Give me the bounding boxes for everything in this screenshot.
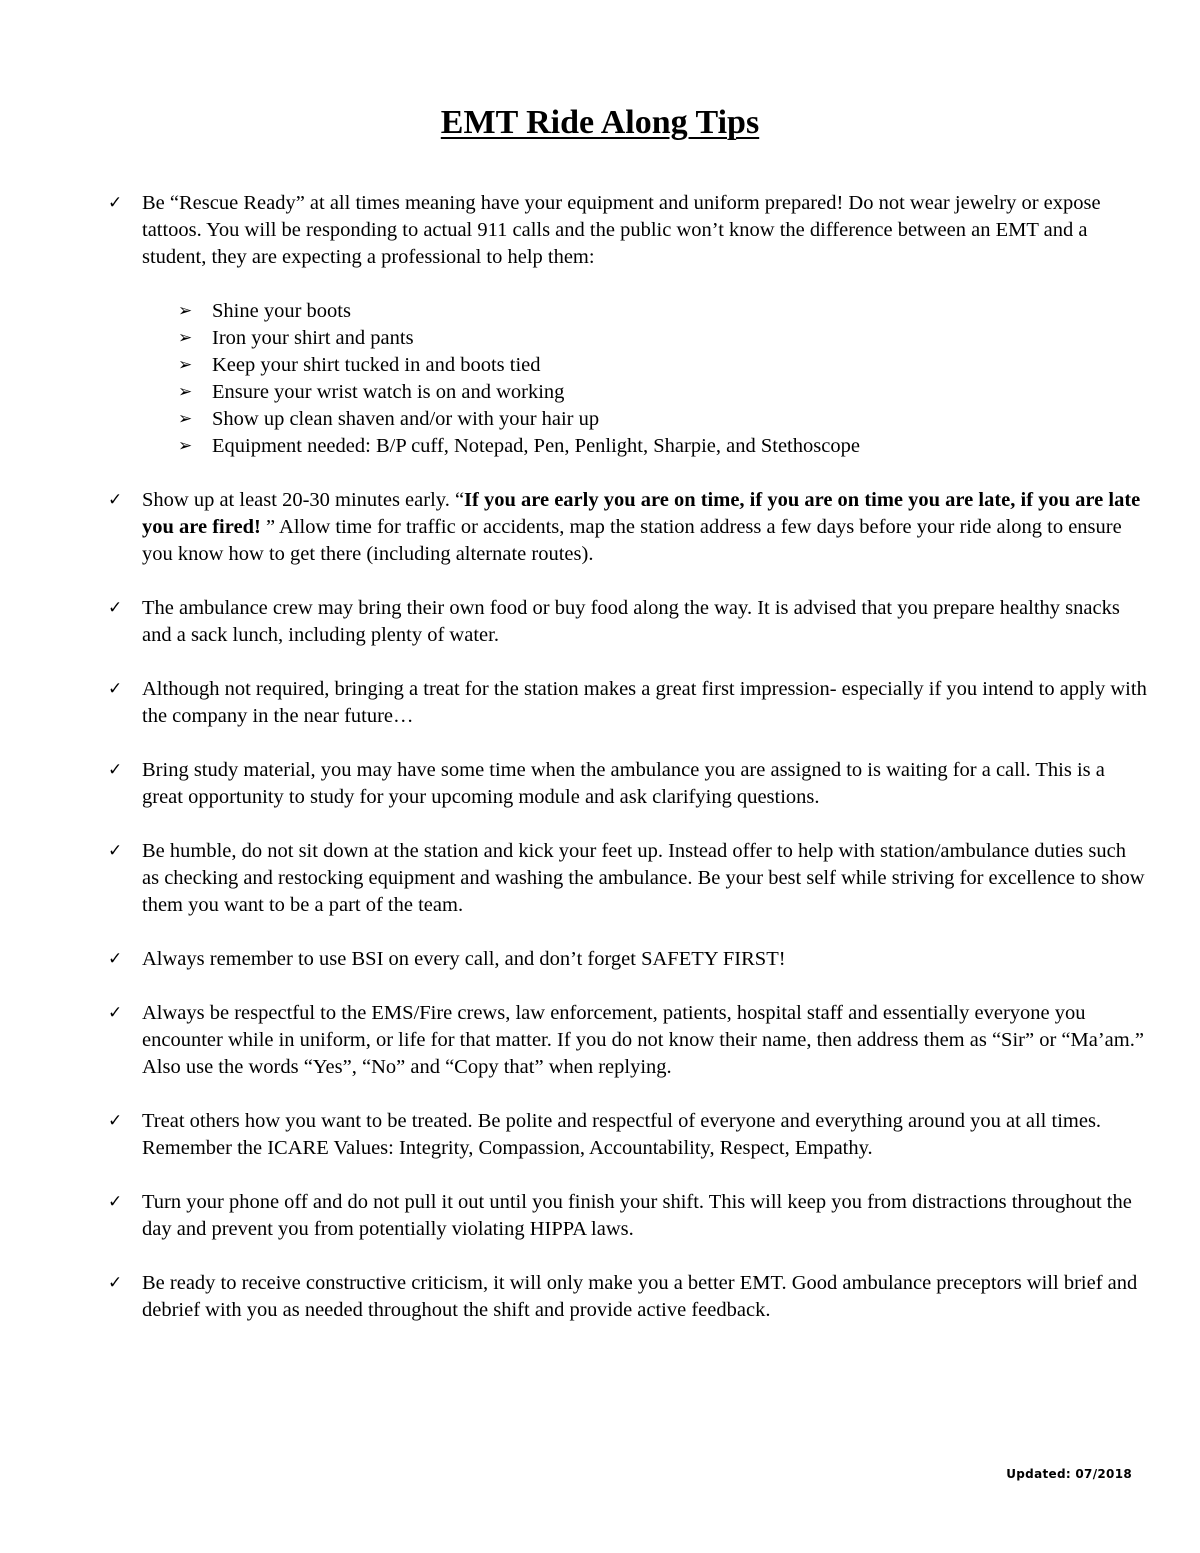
tip-text: Treat others how you want to be treated. Be polite and respectful of everyone and everything around you at all times. Remember the ICARE Values: Integrity, Compassion, Accountability, Respect, Empathy.	[142, 1110, 1102, 1159]
tip-text: The ambulance crew may bring their own food or buy food along the way. It is advised that you prepare healthy snacks and a sack lunch, including plenty of water.	[142, 597, 1120, 646]
updated-date: Updated: 07/2018	[1006, 1467, 1132, 1481]
sublist-item	[178, 406, 1148, 433]
tip-item	[108, 946, 1148, 973]
checkmark-icon: ✓	[108, 1111, 123, 1131]
tip-item	[108, 1189, 1148, 1243]
sublist-text: Shine your boots	[212, 300, 351, 322]
tip-text: Always remember to use BSI on every call, and don’t forget SAFETY FIRST!	[142, 948, 786, 970]
sublist-text: Ensure your wrist watch is on and working	[212, 381, 565, 403]
tip-text: Turn your phone off and do not pull it out until you finish your shift. This will keep you from distractions throughout the day and prevent you from potentially violating HIPPA laws.	[142, 1191, 1132, 1240]
sublist-text: Show up clean shaven and/or with your hair up	[212, 408, 600, 430]
sublist-item	[178, 298, 1148, 325]
tip-text: Bring study material, you may have some time when the ambulance you are assigned to is waiting for a call. This is a great opportunity to study for your upcoming module and ask clarifying questions.	[142, 759, 1105, 808]
checkmark-icon: ✓	[108, 1003, 123, 1023]
tip-text: Be humble, do not sit down at the station and kick your feet up. Instead offer to help with station/ambulance duties such as checking and restocking equipment and washing the ambulance. Be your best self while striving for excellence to show them you want to be a part of the team.	[142, 840, 1145, 916]
sublist-item	[178, 352, 1148, 379]
checkmark-icon: ✓	[108, 949, 123, 969]
arrowhead-bullet-icon: ➢	[178, 409, 193, 429]
checkmark-icon: ✓	[108, 1273, 123, 1293]
tip-text	[142, 489, 1140, 565]
tip-item	[108, 838, 1148, 919]
tip-item	[108, 1270, 1148, 1324]
sublist-text: Equipment needed: B/P cuff, Notepad, Pen, Penlight, Sharpie, and Stethoscope	[212, 435, 860, 457]
arrowhead-bullet-icon: ➢	[178, 382, 193, 402]
tip-item	[108, 190, 1148, 460]
tip-item	[108, 757, 1148, 811]
sublist-item	[178, 433, 1148, 460]
checkmark-icon: ✓	[108, 679, 123, 699]
arrowhead-bullet-icon: ➢	[178, 301, 193, 321]
tip-text: Be “Rescue Ready” at all times meaning have your equipment and uniform prepared! Do not wear jewelry or expose tattoos. You will be responding to actual 911 calls and the public won’t know the difference between an EMT and a student, they are expecting a professional to help them:	[142, 192, 1101, 268]
checkmark-icon: ✓	[108, 760, 123, 780]
arrowhead-bullet-icon: ➢	[178, 328, 193, 348]
sublist-text: Iron your shirt and pants	[212, 327, 414, 349]
checkmark-icon: ✓	[108, 841, 123, 861]
tip-item	[108, 1000, 1148, 1081]
arrowhead-bullet-icon: ➢	[178, 355, 193, 375]
tip-text-emphasis: If you are early you are on time, if you are on time you are late, if you are late you are fired!	[142, 489, 1141, 538]
tip-item	[108, 487, 1148, 568]
tip-item	[108, 676, 1148, 730]
checkmark-icon: ✓	[108, 193, 123, 213]
sublist-item	[178, 325, 1148, 352]
document-title: EMT Ride Along Tips	[440, 104, 760, 141]
checkmark-icon: ✓	[108, 490, 123, 510]
checkmark-icon: ✓	[108, 1192, 123, 1212]
tip-text-rest: ” Allow time for traffic or accidents, map the station address a few days before your ride along to ensure you know how to get there (including alternate routes).	[142, 516, 1122, 565]
tip-text: Be ready to receive constructive criticism, it will only make you a better EMT. Good ambulance preceptors will brief and debrief with you as needed throughout the shift and provide active feedback.	[142, 1272, 1138, 1321]
sublist-item	[178, 379, 1148, 406]
tip-text: Always be respectful to the EMS/Fire crews, law enforcement, patients, hospital staff and essentially everyone you encounter while in uniform, or life for that matter. If you do not know their name, then address them as “Sir” or “Ma’am.” Also use the words “Yes”, “No” and “Copy that” when replying.	[142, 1002, 1144, 1078]
checkmark-icon: ✓	[108, 598, 123, 618]
arrowhead-bullet-icon: ➢	[178, 436, 193, 456]
tip-item	[108, 1108, 1148, 1162]
tips-list	[108, 190, 1148, 1351]
uniform-sublist	[178, 298, 1148, 460]
tip-text-intro: Show up at least 20-30 minutes early. “	[142, 489, 465, 511]
tip-text: Although not required, bringing a treat for the station makes a great first impression- especially if you intend to apply with the company in the near future…	[142, 678, 1147, 727]
tip-item	[108, 595, 1148, 649]
sublist-text: Keep your shirt tucked in and boots tied	[212, 354, 541, 376]
